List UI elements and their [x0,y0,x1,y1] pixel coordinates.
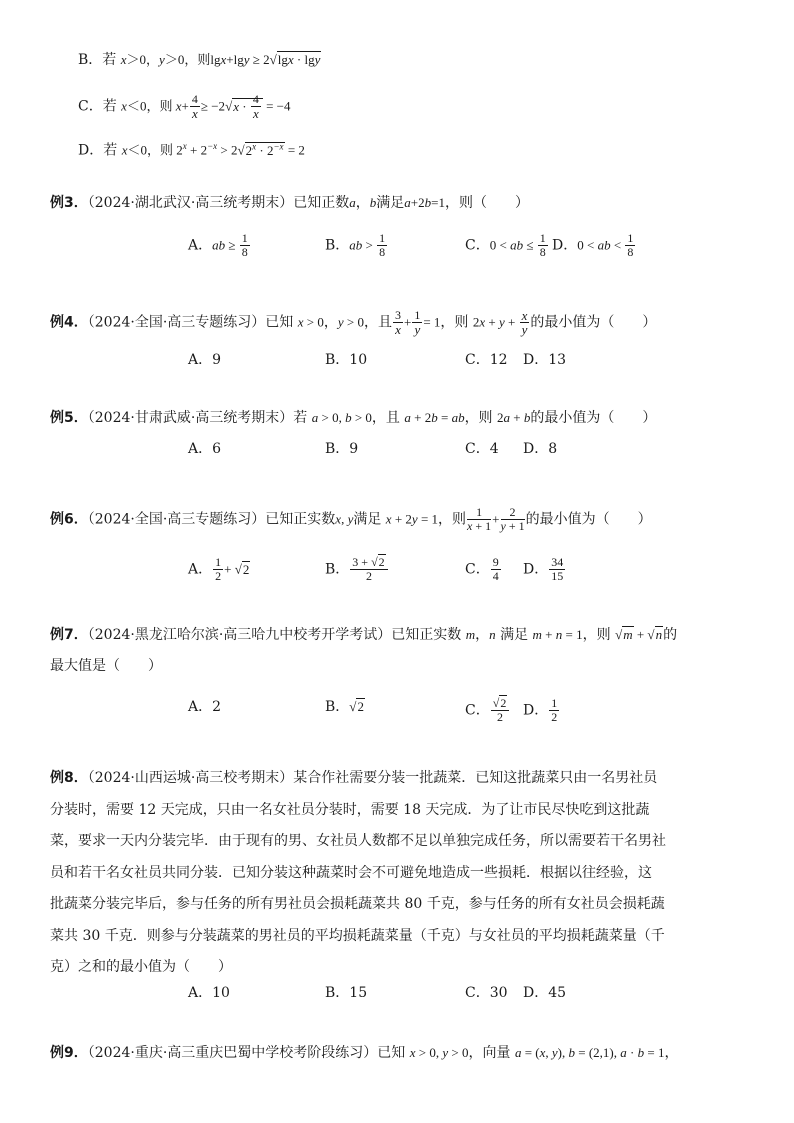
example-6-option-b: B． $\frac{3 + √2}{2}$ [325,556,389,583]
example-8-option-d: D．45 [523,985,567,1001]
example-3-option-b: B．ab > $\frac{1}{8}$ [325,231,386,259]
example-8-line-3: 菜，要求一天内分装完毕．由于现有的男、女社员人数都不足以单独完成任务，所以需要若干名男社 [50,833,666,849]
example-8-line-5: 批蔬菜分装完毕后，参与任务的所有男社员会损耗蔬菜共 80 千克，参与任务的所有女社员会损耗蔬 [50,896,665,912]
example-3-option-a: A．ab ≥ $\frac{1}{8}$ [188,231,248,259]
example-3-option-c: C．0 < ab ≤ $\frac{1}{8}$ [465,231,546,259]
example-8-option-b: B．15 [325,985,368,1001]
example-source: （2024·黑龙江哈尔滨·高三哈九中校考开学考试） [87,627,392,643]
example-label: 例9． [50,1045,88,1061]
example-8-line-7: 克）之和的最小值为（ ） [50,959,232,975]
example-8-stem [50,763,750,984]
example-6-option-a: A． $\frac{1}{2}$ + √2 [188,555,250,583]
example-6-option-d: D． $\frac{34}{15}$ [523,555,564,583]
example-source: （2024·甘肃武威·高三统考期末） [87,410,294,426]
example-4-option-b: B．10 [325,352,368,368]
example-5-option-a: A．6 [188,441,222,457]
example-label: 例8． [50,770,88,786]
example-8-line-1: 例8．（2024·山西运城·高三校考期末）某合作社需要分装一批蔬菜．已知这批蔬菜只由一名男社员 [50,770,658,786]
example-4-option-a: A．9 [188,352,222,368]
example-label: 例5． [50,410,88,426]
example-4-option-c: C．12 [465,352,508,368]
example-4-option-d: D．13 [523,352,567,368]
example-5-option-b: B．9 [325,441,359,457]
example-label: 例6． [50,511,88,528]
example-6-stem: 例6．（2024·全国·高三专题练习）已知正实数x, y满足 x + 2y = 1，则 $\frac{1}{x + 1}$ + $\frac{2}{y + 1}$ 的最小值为（ ） [50,505,652,533]
example-9-stem: 例9．（2024·重庆·高三重庆巴蜀中学校考阶段练习）已知 x > 0, y > 0，向量 a = (x, y), b = (2,1), a · b = 1， [50,1045,679,1061]
example-label: 例3． [50,195,88,211]
example-8-option-c: C．30 [465,985,508,1001]
example-label: 例4． [50,314,88,331]
example-5-stem: 例5．（2024·甘肃武威·高三统考期末）若 a > 0, b > 0，且 a + 2b = ab，则 2a + b的最小值为（ ） [50,410,657,426]
example-6-option-c: C． $\frac{9}{4}$ [465,555,499,583]
example-8-line-2: 分装时，需要 12 天完成，只由一名女社员分装时，需要 18 天完成．为了让市民尽快吃到这批蔬 [50,801,650,818]
example-5-option-c: C．4 [465,441,499,457]
option-b-prev: B．若 x＞0，y＞0，则lgx+lgy ≥ 2√lgx · lgy [78,52,321,68]
option-d-prev: D．若 x＜0，则 $2^x + 2^{-x} > 2√2^x \cdot 2^{-x} = 2$ [78,141,305,159]
example-7-option-a: A．2 [188,699,222,715]
example-7-stem: 例7．（2024·黑龙江哈尔滨·高三哈九中校考开学考试）已知正实数 m，n 满足 m + n = 1，则 √m + √n的 [50,627,678,643]
option-letter: B．若 [78,52,121,68]
example-source: （2024·重庆·高三重庆巴蜀中学校考阶段练习） [87,1045,378,1061]
option-c-prev: C．若 x＜0，则 x+ $\frac{4}{x}$ ≥ −2√x · $\frac{4}{x}$ = −4 [78,92,291,121]
example-source: （2024·山西运城·高三校考期末） [87,770,294,786]
example-3-stem: 例3．（2024·湖北武汉·高三统考期末）已知正数a，b满足a+2b=1，则（ ） [50,195,529,211]
example-label: 例7． [50,627,88,643]
example-7-stem-2: 最大值是（ ） [50,658,162,674]
example-4-stem: 例4．（2024·全国·高三专题练习）已知 x > 0，y > 0，且 $\frac{3}{x}$ + $\frac{1}{y}$ = 1，则 2x + y + $\frac{x}{y}$ 的最小值为（ ） [50,308,657,337]
example-7-option-d: D． $\frac{1}{2}$ [523,696,558,724]
example-source: （2024·全国·高三专题练习） [87,314,266,331]
example-8-line-4: 员和若干名女社员共同分装．已知分装这种蔬菜时会不可避免地造成一些损耗．根据以往经验，这 [50,864,652,881]
example-5-option-d: D．8 [523,441,558,457]
example-3-option-d: D．0 < ab < $\frac{1}{8}$ [552,231,634,259]
example-8-line-6: 菜共 30 千克．则参与分装蔬菜的男社员的平均损耗蔬菜量（千克）与女社员的平均损耗蔬菜量（千 [50,927,665,944]
example-7-option-b: B．√2 [325,699,364,715]
example-source: （2024·全国·高三专题练习） [87,511,266,528]
example-7-option-c: C． $\frac{√2}{2}$ [465,697,510,724]
example-source: （2024·湖北武汉·高三统考期末） [87,195,294,211]
example-8-option-a: A．10 [188,985,230,1001]
